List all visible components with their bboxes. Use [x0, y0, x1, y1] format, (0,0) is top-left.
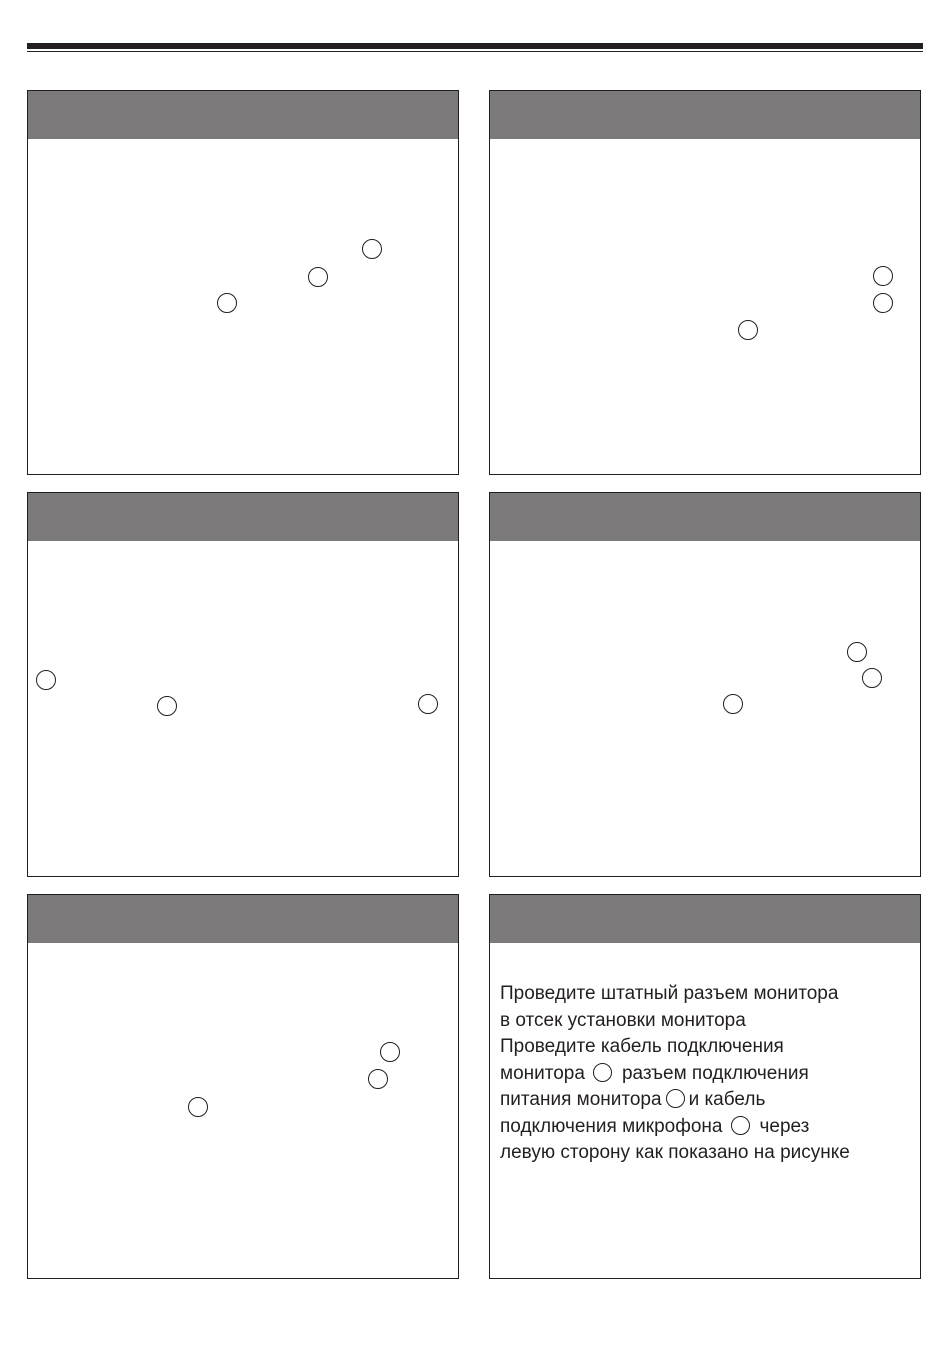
step-panel-3 [27, 492, 459, 877]
callout-circle [873, 266, 893, 286]
callout-circle-inline [593, 1063, 612, 1082]
callout-circle [36, 670, 56, 690]
callout-circle [418, 694, 438, 714]
callout-circle [847, 642, 867, 662]
callout-circle [368, 1069, 388, 1089]
instruction-line [500, 1087, 912, 1114]
instruction-text: монитора [500, 1062, 585, 1084]
step-panel-header [28, 895, 458, 943]
callout-circle [157, 696, 177, 716]
callout-circle [362, 239, 382, 259]
instruction-line [500, 1061, 912, 1088]
callout-circle-inline [666, 1089, 685, 1108]
instruction-text: и кабель [688, 1089, 766, 1110]
step-panel-1 [27, 90, 459, 475]
step-panel-4 [489, 492, 921, 877]
callout-circle [873, 293, 893, 313]
callout-circle [380, 1042, 400, 1062]
instruction-text: разъем подключения [621, 1062, 809, 1084]
callout-circle [723, 694, 743, 714]
instruction-line: Проведите штатный разъем монитора [500, 983, 839, 1004]
instruction-line: Проведите кабель подключения [500, 1036, 784, 1057]
callout-circle-inline [731, 1116, 750, 1135]
step-panel-2 [489, 90, 921, 475]
step-instructions [500, 981, 912, 1167]
top-rule-thin [27, 51, 923, 52]
instruction-line [500, 1114, 912, 1141]
instruction-text: подключения микрофона [500, 1115, 723, 1137]
instruction-line: левую сторону как показано на рисунке [500, 1142, 850, 1163]
instruction-text: через [759, 1115, 810, 1137]
callout-circle [862, 668, 882, 688]
step-panel-header [490, 493, 920, 541]
step-panel-6 [489, 894, 921, 1279]
step-panel-header [28, 493, 458, 541]
callout-circle [308, 267, 328, 287]
step-panel-header [490, 895, 920, 943]
step-panel-header [490, 91, 920, 139]
step-panel-5 [27, 894, 459, 1279]
top-rule-thick [27, 43, 923, 49]
instruction-line: в отсек установки монитора [500, 1009, 746, 1031]
instruction-text: питания монитора [500, 1089, 662, 1110]
step-panel-header [28, 91, 458, 139]
callout-circle [217, 293, 237, 313]
callout-circle [738, 320, 758, 340]
callout-circle [188, 1097, 208, 1117]
